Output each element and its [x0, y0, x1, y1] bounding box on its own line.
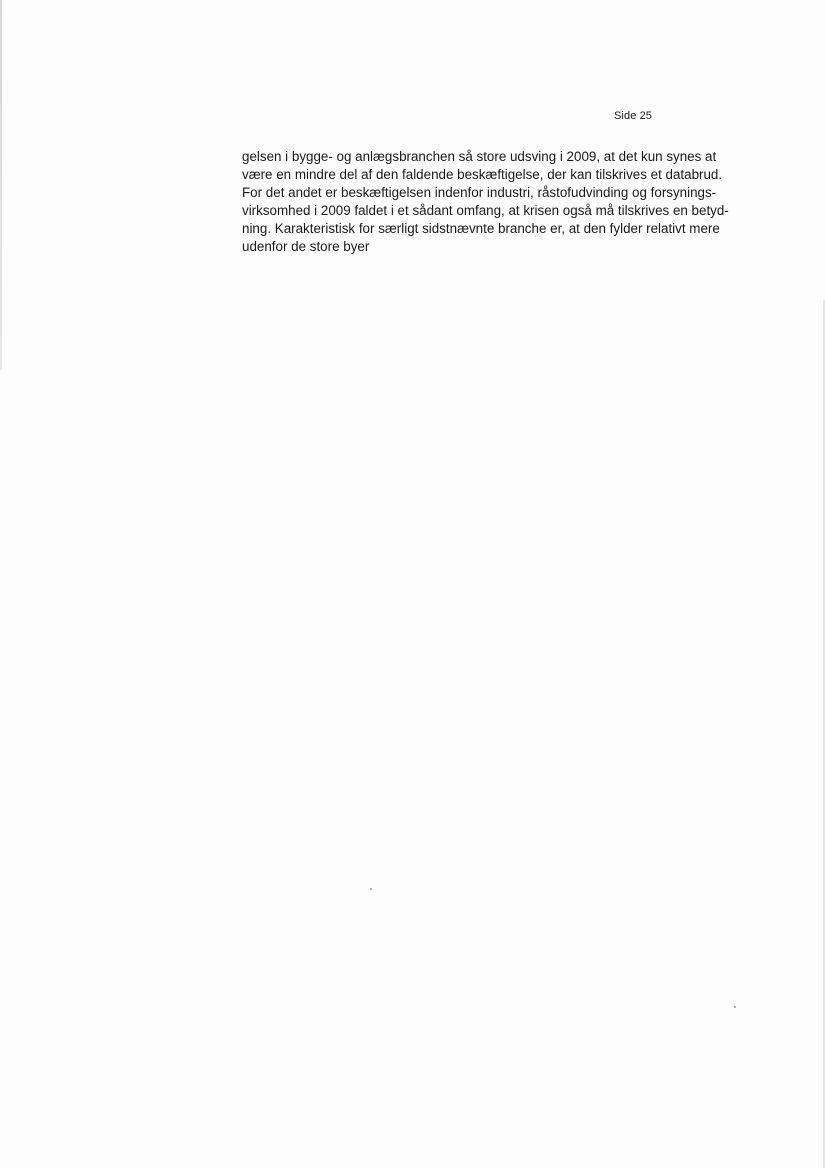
text-line: virksomhed i 2009 faldet i et sådant omfang, at krisen også må tilskrives en betyd-: [242, 203, 729, 218]
text-line: ning. Karakteristisk for særligt sidstnævnte branche er, at den fylder relativt mere: [242, 221, 720, 236]
body-paragraph: [242, 148, 762, 256]
text-line: udenfor de store byer: [242, 239, 370, 254]
text-line: være en mindre del af den faldende beskæftigelse, der kan tilskrives et databrud.: [242, 167, 723, 182]
text-line: For det andet er beskæftigelsen indenfor industri, råstofudvinding og forsynings-: [242, 185, 717, 200]
scan-edge-left: [0, 0, 2, 370]
scan-speck: [370, 888, 372, 890]
text-line: gelsen i bygge- og anlægsbranchen så store udsving i 2009, at det kun synes at: [242, 149, 717, 164]
page-number: Side 25: [614, 110, 653, 122]
scan-speck: [734, 1006, 736, 1008]
